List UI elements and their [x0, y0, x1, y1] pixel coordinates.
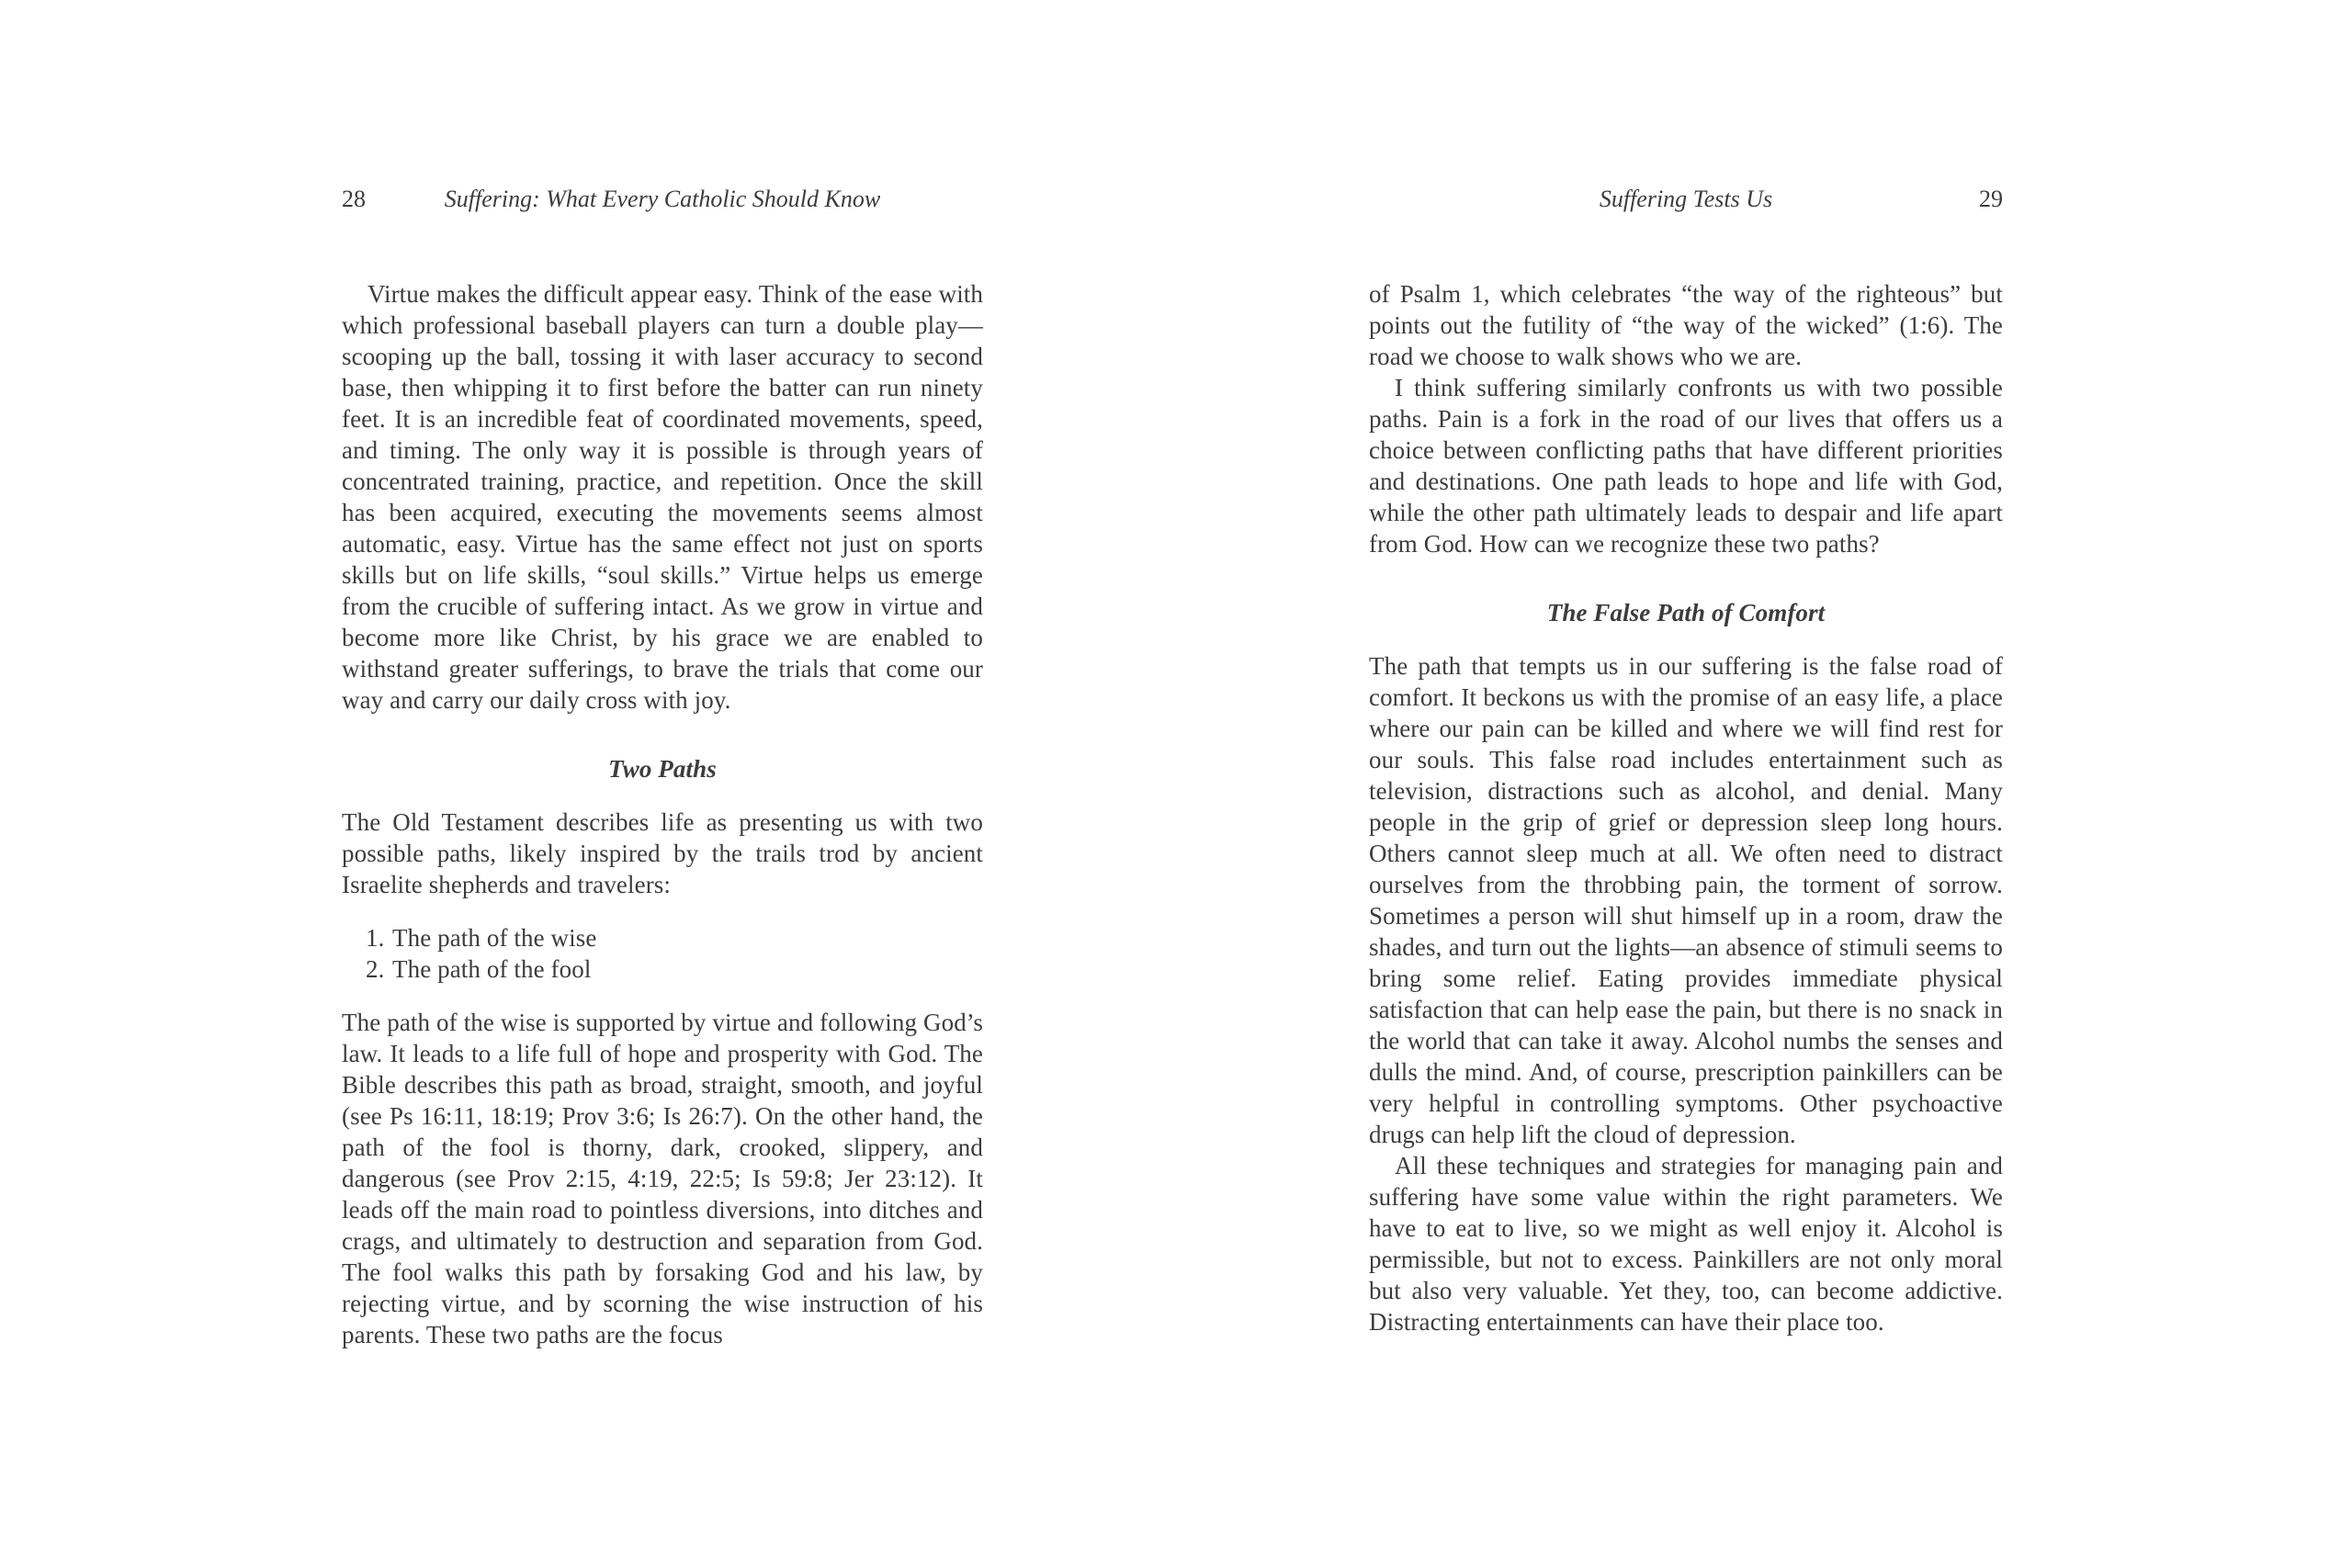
left-page-number: 28: [342, 186, 366, 212]
list-item-text: The path of the wise: [392, 924, 597, 952]
left-running-head: Suffering: What Every Catholic Should Know: [444, 186, 881, 212]
numbered-list: [342, 922, 983, 985]
right-page-body: [1369, 278, 2003, 1337]
body-paragraph: Virtue makes the difficult appear easy. Think of the ease with which professional baseball players can turn a double play—scooping up the ball, tossing it with laser accuracy to second base, then whipping it to first before the batter can run ninety feet. It is an incredible feat of coordinated movements, speed, and timing. The only way it is possible is through years of concentrated training, practice, and repetition. Once the skill has been acquired, executing the movements seems almost automatic, easy. Virtue has the same effect not just on sports skills but on life skills, “soul skills.” Virtue helps us emerge from the crucible of suffering intact. As we grow in virtue and become more like Christ, by his grace we are enabled to withstand greater sufferings, to brave the trials that come our way and carry our daily cross with joy.: [342, 280, 983, 714]
body-paragraph: The path of the wise is supported by virtue and following God’s law. It leads to a life full of hope and prosperity with God. The Bible describes this path as broad, straight, smooth, and joyful (see Ps 16:11, 18:19; Prov 3:6; Is 26:7). On the other hand, the path of the fool is thorny, dark, crooked, slippery, and dangerous (see Prov 2:15, 4:19, 22:5; Is 59:8; Jer 23:12). It leads off the main road to pointless diversions, into ditches and crags, and ultimately to destruction and separation from God. The fool walks this path by forsaking God and his law, by rejecting virtue, and by scorning the wise instruction of his parents. These two paths are the focus: [342, 1009, 983, 1348]
left-page-body: [342, 278, 983, 1350]
left-page-header: [342, 184, 983, 217]
body-paragraph: The path that tempts us in our suffering is the false road of comfort. It beckons us with the promise of an easy life, a place where our pain can be killed and where we will find rest for our souls. This false road includes entertainment such as television, distractions such as alcohol, and denial. Many people in the grip of grief or depression sleep long hours. Others cannot sleep much at all. We often need to distract ourselves from the throbbing pain, the torment of sorrow. Sometimes a person will shut himself up in a room, draw the shades, and turn out the lights—an absence of stimuli seems to bring some relief. Eating provides immediate physical satisfaction that can help ease the pain, but there is no snack in the world that can take it away. Alcohol numbs the senses and dulls the mind. And, of course, prescription painkillers can be very helpful in controlling symptoms. Other psychoactive drugs can help lift the cloud of depression.: [1369, 652, 2003, 1148]
right-page-header: [1369, 184, 2003, 217]
section-heading: Two Paths: [608, 755, 717, 783]
body-paragraph: All these techniques and strategies for managing pain and suffering have some value within the right parameters. We have to eat to live, so we might as well enjoy it. Alcohol is permissible, but not to excess. Painkillers are not only moral but also very valuable. Yet they, too, can become addictive. Distracting entertainments can have their place too.: [1369, 1152, 2003, 1336]
list-item: [342, 953, 983, 985]
body-paragraph: I think suffering similarly confronts us with two possible paths. Pain is a fork in the road of our lives that offers us a choice between conflicting paths that have different priorities and destinations. One path leads to hope and life with God, while the other path ultimately leads to despair and life apart from God. How can we recognize these two paths?: [1369, 374, 2003, 558]
list-item-number: 1.: [366, 924, 385, 952]
right-running-head: Suffering Tests Us: [1599, 186, 1773, 212]
right-page-number: 29: [1979, 186, 2003, 212]
list-item-text: The path of the fool: [392, 955, 592, 983]
list-item: [342, 922, 983, 953]
body-paragraph: of Psalm 1, which celebrates “the way of the righteous” but points out the futility of “the way of the wicked” (1:6). The road we choose to walk shows who we are.: [1369, 280, 2003, 370]
body-paragraph: The Old Testament describes life as presenting us with two possible paths, likely inspired by the trails trod by ancient Israelite shepherds and travelers:: [342, 808, 983, 898]
section-heading: The False Path of Comfort: [1546, 599, 1826, 626]
list-item-number: 2.: [366, 955, 385, 983]
